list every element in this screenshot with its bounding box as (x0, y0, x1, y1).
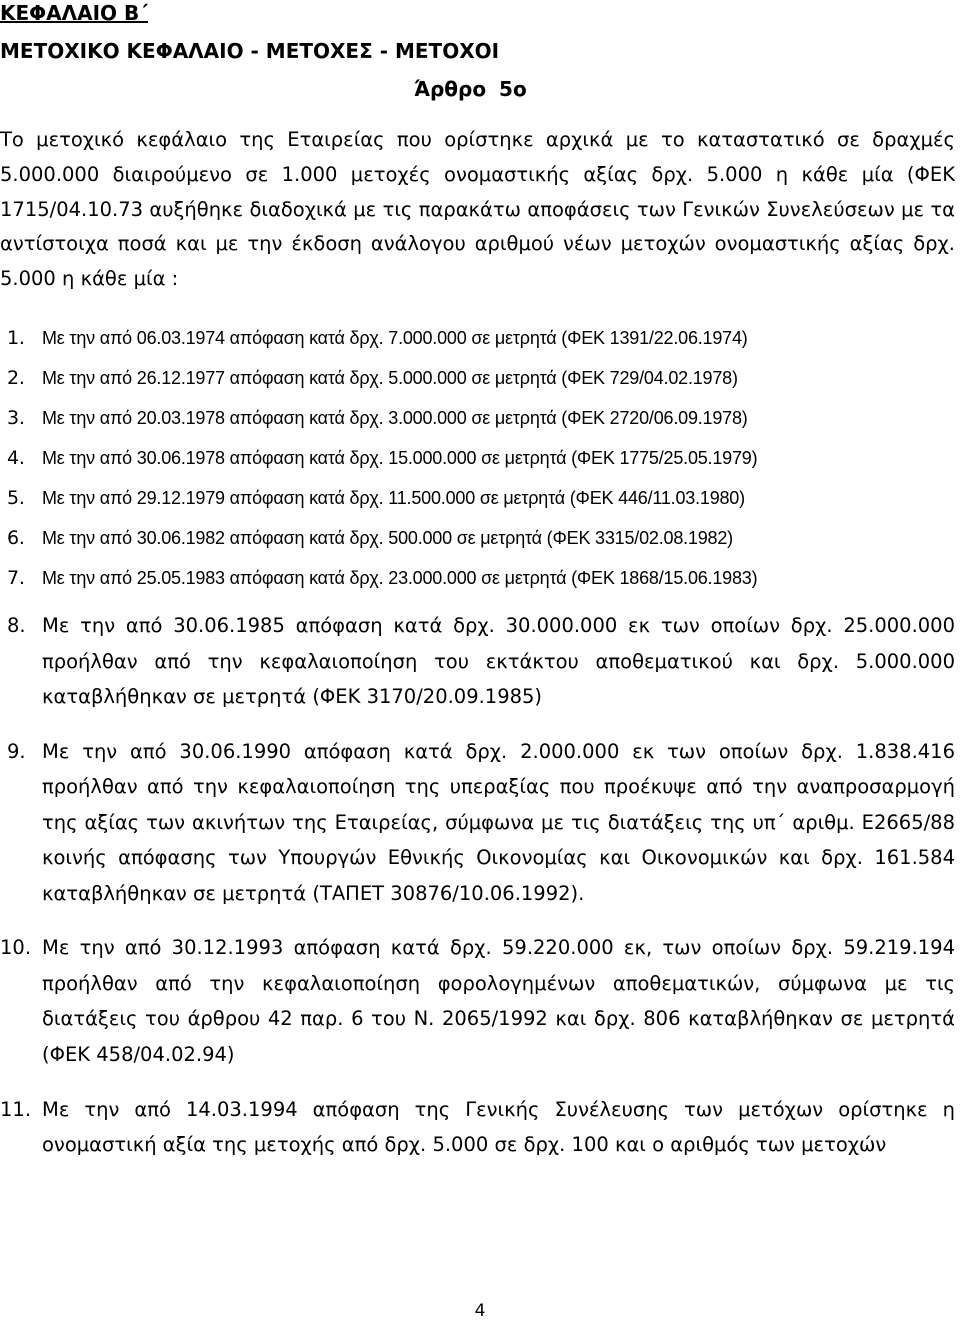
list-item-number: 2. (7, 367, 25, 389)
list-item (0, 608, 955, 715)
page-number: 4 (474, 1301, 486, 1321)
list-item-text: Με την από 25.05.1983 απόφαση κατά δρχ. 23.000.000 σε μετρητά (ΦΕΚ 1868/15.06.1983) (42, 568, 758, 588)
list-item-number: 4. (7, 447, 25, 469)
list-item-number: 10. (0, 936, 32, 960)
list-item (0, 1092, 955, 1163)
list-item (0, 930, 955, 1072)
capital-increase-list (0, 328, 955, 1182)
list-item-text: Με την από 14.03.1994 απόφαση της Γενικής Συνέλευσης των μετόχων ορίστηκε η ονομαστική αξία της μετοχής από δρχ. 5.000 σε δρχ. 100 και ο αριθμός των μετοχών (42, 1097, 955, 1157)
list-item-text: Με την από 30.12.1993 απόφαση κατά δρχ. 59.220.000 εκ, των οποίων δρχ. 59.219.194 προήλθαν από την κεφαλαιοποίηση φορολογημένων αποθεματικών, σύμφωνα με τις διατάξεις του άρθρου 42 παρ. 6 του Ν. 2065/1992 και δρχ. 806 καταβλήθηκαν σε μετρητά (ΦΕΚ 458/04.02.94) (42, 936, 955, 1066)
list-item-text: Με την από 20.03.1978 απόφαση κατά δρχ. 3.000.000 σε μετρητά (ΦΕΚ 2720/06.09.1978) (42, 408, 748, 428)
list-item-text: Με την από 26.12.1977 απόφαση κατά δρχ. 5.000.000 σε μετρητά (ΦΕΚ 729/04.02.1978) (42, 368, 738, 388)
list-item (0, 328, 955, 348)
chapter-title: ΚΕΦΑΛΑΙΟ Β΄ (0, 1, 149, 25)
list-item-number: 9. (7, 739, 26, 763)
list-item (0, 408, 955, 428)
list-item-number: 1. (7, 327, 25, 349)
list-item-number: 8. (7, 614, 26, 637)
list-item-number: 11. (0, 1097, 32, 1121)
list-item (0, 734, 955, 912)
list-item-text: Με την από 30.06.1978 απόφαση κατά δρχ. 15.000.000 σε μετρητά (ΦΕΚ 1775/25.05.1979) (42, 448, 758, 468)
list-item-text: Με την από 30.06.1990 απόφαση κατά δρχ. 2.000.000 εκ των οποίων δρχ. 1.838.416 προήλθαν από την κεφαλαιοποίηση της υπεραξίας που προέκυψε από την αναπροσαρμογή της αξίας των ακινήτων της Εταιρείας, σύμφωνα με τις διατάξεις της υπ΄ αριθμ. Ε2665/88 κοινής απόφασης των Υπουργών Εθνικής Οικονομίας και Οικονομικών και δρχ. 161.584 καταβλήθηκαν σε μετρητά (ΤΑΠΕΤ 30876/10.06.1992). (42, 739, 955, 905)
chapter-subtitle: ΜΕΤΟΧΙΚΟ ΚΕΦΑΛΑΙΟ - ΜΕΤΟΧΕΣ - ΜΕΤΟΧΟΙ (0, 39, 500, 63)
list-item-number: 7. (7, 567, 25, 589)
article-heading: Άρθρο 5ο (414, 77, 527, 101)
list-item-text: Με την από 29.12.1979 απόφαση κατά δρχ. 11.500.000 σε μετρητά (ΦΕΚ 446/11.03.1980) (42, 488, 745, 508)
intro-paragraph: Το μετοχικό κεφάλαιο της Εταιρείας που ορίστηκε αρχικά με το καταστατικό σε δραχμές 5.000.000 διαιρούμενο σε 1.000 μετοχές ονομαστικής αξίας δρχ. 5.000 η κάθε μία (ΦΕΚ 1715/04.10.73 αυξήθηκε διαδοχικά με τις παρακάτω αποφάσεις των Γενικών Συνελεύσεων με τα αντίστοιχα ποσά και με την έκδοση ανάλογου αριθμού νέων μετοχών ονομαστικής αξίας δρχ. 5.000 η κάθε μία : (0, 128, 955, 291)
list-item-text: Με την από 30.06.1982 απόφαση κατά δρχ. 500.000 σε μετρητά (ΦΕΚ 3315/02.08.1982) (42, 528, 733, 548)
list-item-text: Με την από 06.03.1974 απόφαση κατά δρχ. 7.000.000 σε μετρητά (ΦΕΚ 1391/22.06.1974) (42, 328, 748, 348)
list-item (0, 568, 955, 588)
list-item (0, 368, 955, 388)
list-item-number: 6. (7, 527, 25, 549)
list-item (0, 448, 955, 468)
list-item-text: Με την από 30.06.1985 απόφαση κατά δρχ. 30.000.000 εκ των οποίων δρχ. 25.000.000 προήλθαν από την κεφαλαιοποίηση του εκτάκτου αποθεματικού και δρχ. 5.000.000 καταβλήθηκαν σε μετρητά (ΦΕΚ 3170/20.09.1985) (42, 614, 955, 708)
list-item-number: 3. (7, 407, 25, 429)
list-item-number: 5. (7, 487, 25, 509)
list-item (0, 528, 955, 548)
list-item (0, 488, 955, 508)
